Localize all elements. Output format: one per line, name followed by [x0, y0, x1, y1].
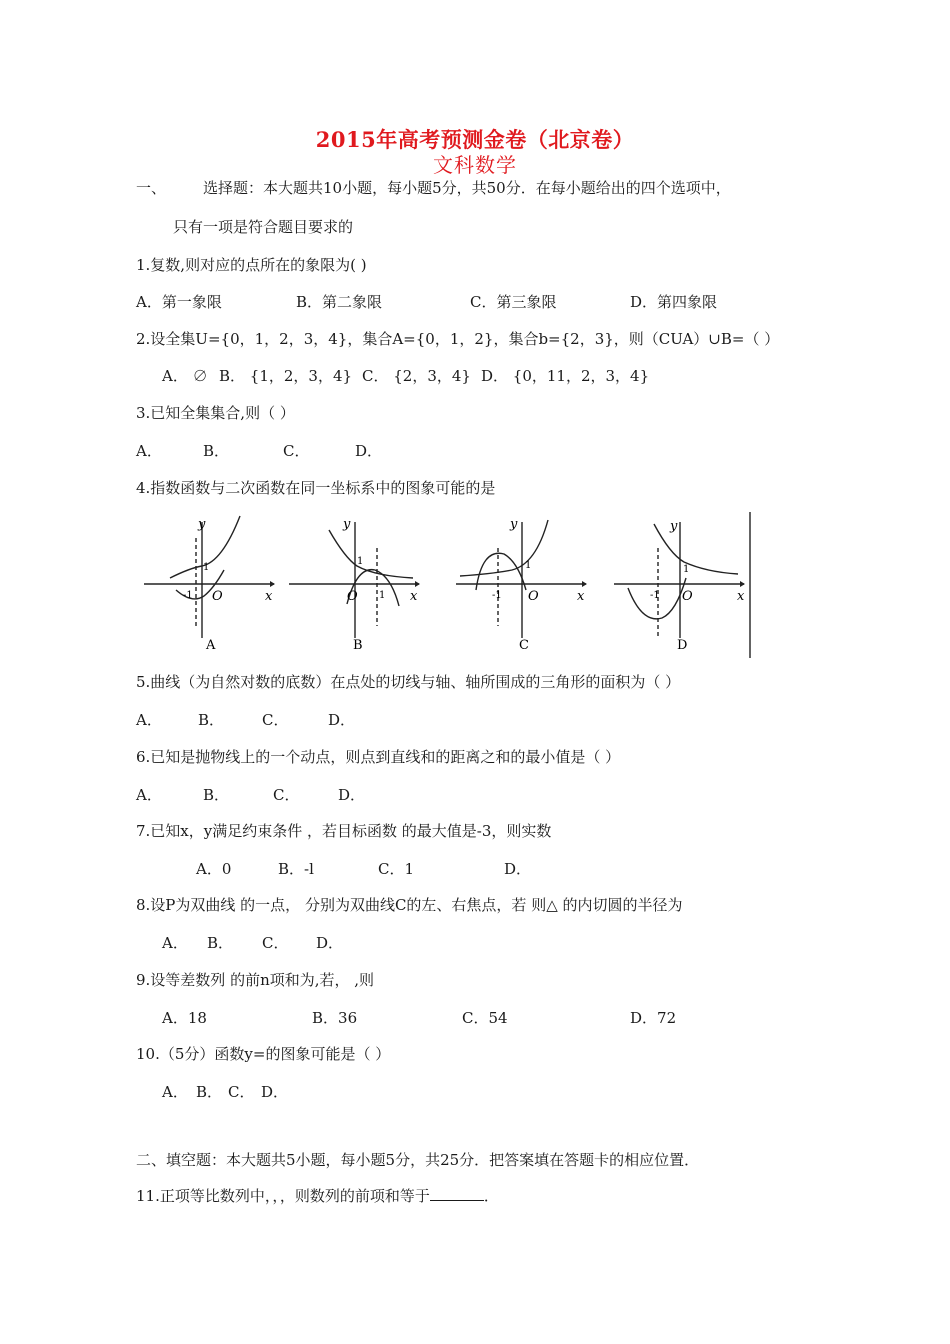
neg-one-label: -1 [183, 590, 193, 601]
q8-option-d: D． [316, 934, 344, 952]
exponential-curve [329, 530, 413, 578]
y-label: y [198, 517, 206, 532]
q7-option-d: D． [504, 860, 532, 878]
y-label: y [510, 517, 518, 532]
question-3-stem: 3.已知全集集合,则（ ） [136, 404, 295, 422]
q8-option-b: B． [207, 934, 234, 952]
q3-option-d: D． [355, 442, 383, 460]
q2-option-b: B． {1，2，3，4} [219, 367, 353, 385]
question-9-stem: 9.设等差数列 的前n项和为,若， ,则 [136, 971, 375, 989]
origin-label: O [212, 589, 223, 604]
question-11-text: 11.正项等比数列中，，，则数列的前项和等于 [136, 1187, 430, 1205]
q4-graph-b [285, 508, 425, 653]
q9-option-a: A．18 [162, 1009, 207, 1027]
q5-option-b: B． [198, 711, 225, 729]
q4-graph-d [610, 508, 755, 658]
q7-option-c: C．1 [378, 860, 415, 878]
one-label: 1 [683, 564, 690, 575]
x-arrow [270, 581, 275, 587]
q3-option-c: C． [283, 442, 310, 460]
q9-option-b: B．36 [312, 1009, 358, 1027]
section2-heading: 二、填空题：本大题共5小题，每小题5分，共25分．把答案填在答题卡的相应位置． [136, 1151, 700, 1169]
question-11-end: ． [483, 1187, 499, 1205]
q10-option-a: A． [162, 1083, 188, 1101]
question-5-stem: 5.曲线（为自然对数的底数）在点处的切线与轴、轴所围成的三角形的面积为（ ） [136, 673, 681, 691]
section1-number: 一、 [136, 179, 167, 197]
exponential-curve [654, 524, 738, 574]
q10-option-c: C． [228, 1083, 255, 1101]
question-7-stem: 7.已知x，y满足约束条件 ，若目标函数 的最大值是-3，则实数 [136, 822, 552, 840]
q3-option-b: B． [203, 442, 230, 460]
exam-subtitle: 文科数学 [433, 153, 517, 177]
y-label: y [670, 519, 678, 534]
q2-option-c: C． {2，3，4} [362, 367, 471, 385]
x-arrow [415, 581, 420, 587]
q1-option-b: B．第二象限 [296, 293, 383, 311]
x-arrow [582, 581, 587, 587]
q5-option-d: D． [328, 711, 356, 729]
q3-option-a: A． [136, 442, 162, 460]
q6-option-b: B． [203, 786, 230, 804]
q2-option-d: D． {0，11，2，3，4} [481, 367, 650, 385]
q4-graph-c [452, 508, 592, 653]
origin-label: O [528, 589, 539, 604]
graph-a-label: A [206, 638, 216, 653]
q7-option-b: B．-l [278, 860, 314, 878]
q8-option-a: A． [162, 934, 188, 952]
question-4-stem: 4.指数函数与二次函数在同一坐标系中的图象可能的是 [136, 479, 496, 497]
origin-label: O [682, 589, 693, 604]
answer-blank [430, 1185, 484, 1201]
section1-heading: 选择题：本大题共10小题，每小题5分，共50分．在每小题给出的四个选项中， [203, 179, 731, 197]
q6-option-c: C． [273, 786, 300, 804]
x-label: x [577, 589, 585, 604]
graph-b-label: B [353, 638, 363, 653]
q9-option-d: D．72 [630, 1009, 677, 1027]
question-2-stem: 2.设全集U={0，1，2，3，4}，集合A={0，1，2}，集合b={2，3}，则（CUA）∪B=（ ） [136, 330, 780, 348]
q1-option-d: D．第四象限 [630, 293, 718, 311]
q10-option-d: D． [261, 1083, 289, 1101]
q6-option-d: D． [338, 786, 366, 804]
q5-option-a: A． [136, 711, 162, 729]
neg-one-label: -1 [650, 590, 660, 601]
q1-option-c: C．第三象限 [470, 293, 557, 311]
one-x-label: 1 [379, 590, 386, 601]
q10-option-b: B． [196, 1083, 223, 1101]
q6-option-a: A． [136, 786, 162, 804]
x-arrow [740, 581, 745, 587]
q4-graph-a [140, 508, 280, 653]
x-label: x [410, 589, 418, 604]
origin-label: O [347, 589, 358, 604]
q1-option-a: A．第一象限 [136, 293, 222, 311]
one-label: 1 [203, 562, 210, 573]
q7-option-a: A．0 [196, 860, 232, 878]
exam-title: 2015年高考预测金卷（北京卷） [315, 127, 635, 152]
q5-option-c: C． [262, 711, 289, 729]
neg-one-label: -1 [492, 590, 502, 601]
question-8-stem: 8.设P为双曲线 的一点， 分别为双曲线C的左、右焦点，若 则△ 的内切圆的半径为 [136, 896, 683, 914]
q8-option-c: C． [262, 934, 289, 952]
graph-c-label: C [519, 638, 529, 653]
q9-option-c: C．54 [462, 1009, 508, 1027]
one-label: 1 [357, 556, 364, 567]
q2-option-a: A． ∅ [162, 367, 208, 385]
question-6-stem: 6.已知是抛物线上的一个动点，则点到直线和的距离之和的最小值是（ ） [136, 748, 621, 766]
x-label: x [737, 589, 745, 604]
y-label: y [343, 517, 351, 532]
section1-heading-cont: 只有一项是符合题目要求的 [173, 218, 354, 236]
question-11 [136, 1185, 499, 1206]
question-1-stem: 1.复数,则对应的点所在的象限为( ) [136, 256, 367, 274]
question-10-stem: 10.（5分）函数y=的图象可能是（ ） [136, 1045, 391, 1063]
x-label: x [265, 589, 273, 604]
exponential-curve [460, 520, 548, 576]
one-label: 1 [525, 560, 532, 571]
graph-d-label: D [677, 638, 688, 653]
